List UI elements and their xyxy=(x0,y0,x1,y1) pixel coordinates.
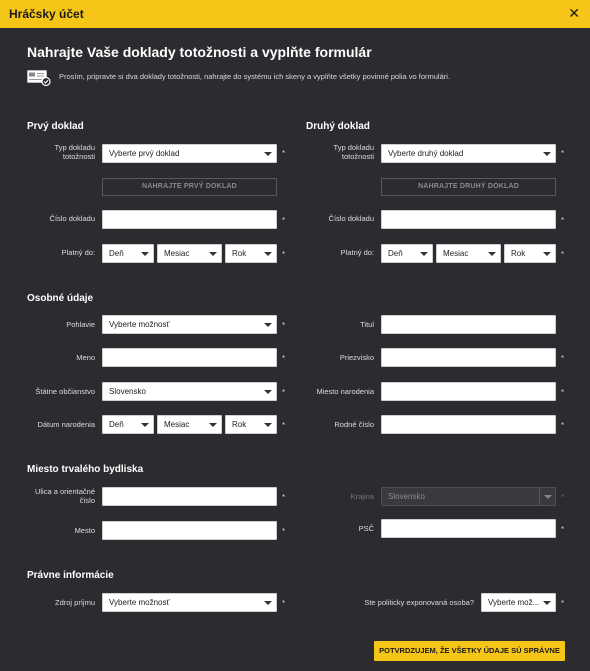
second-doc-number-label: Číslo dokladu xyxy=(328,214,374,223)
required-mark: * xyxy=(282,250,286,259)
required-mark: * xyxy=(561,216,565,225)
citizenship-select[interactable]: Slovensko xyxy=(102,382,277,401)
section-personal-data: Osobné údaje xyxy=(27,293,94,304)
title-input[interactable] xyxy=(381,315,556,334)
name-label: Meno xyxy=(76,353,95,362)
surname-label: Priezvisko xyxy=(339,353,374,362)
birthdate-label: Dátum narodenia xyxy=(37,420,95,429)
chevron-down-icon xyxy=(260,316,276,333)
birthplace-label: Miesto narodenia xyxy=(316,387,374,396)
chevron-down-icon xyxy=(137,416,153,433)
section-residence: Miesto trvalého bydliska xyxy=(27,464,144,475)
required-mark: * xyxy=(561,149,565,158)
required-mark: * xyxy=(561,388,565,397)
name-input[interactable] xyxy=(102,348,277,367)
zip-input[interactable] xyxy=(381,519,556,538)
surname-input[interactable] xyxy=(381,348,556,367)
birthdate-month-select[interactable]: Mesiac xyxy=(157,415,222,434)
window-title: Hráčsky účet xyxy=(9,7,84,21)
chevron-down-icon xyxy=(539,594,555,611)
first-doc-valid-day-select[interactable]: Deň xyxy=(102,244,154,263)
required-mark: * xyxy=(561,354,565,363)
required-mark: * xyxy=(561,493,565,502)
required-mark: * xyxy=(561,421,565,430)
pep-label: Ste politicky exponovaná osoba? xyxy=(364,598,474,607)
section-legal-info: Právne informácie xyxy=(27,570,114,581)
chevron-down-icon xyxy=(539,145,555,162)
income-label: Zdroj príjmu xyxy=(54,598,95,607)
required-mark: * xyxy=(282,216,286,225)
second-doc-valid-label: Platný do: xyxy=(340,248,374,257)
chevron-down-icon xyxy=(539,488,555,505)
first-doc-number-input[interactable] xyxy=(102,210,277,229)
required-mark: * xyxy=(282,527,286,536)
second-doc-valid-year-select[interactable]: Rok xyxy=(504,244,556,263)
title-label: Titul xyxy=(360,320,374,329)
chevron-down-icon xyxy=(205,245,221,262)
first-doc-type-label: Typ dokladu totožnosti xyxy=(54,143,95,161)
first-doc-valid-month-select[interactable]: Mesiac xyxy=(157,244,222,263)
chevron-down-icon xyxy=(260,245,276,262)
country-label: Krajina xyxy=(350,492,374,501)
chevron-down-icon xyxy=(260,594,276,611)
info-text: Prosím, pripravte si dva doklady totožnosti, nahrajte do systému ich skeny a vyplňte všetky povinné polia vo formulári. xyxy=(59,72,451,81)
id-card-icon xyxy=(27,70,51,86)
confirm-button[interactable]: POTVRDZUJEM, ŽE VŠETKY ÚDAJE SÚ SPRÁVNE xyxy=(374,641,565,661)
zip-label: PSČ xyxy=(358,524,374,533)
birthdate-day-select[interactable]: Deň xyxy=(102,415,154,434)
street-input[interactable] xyxy=(102,487,277,506)
country-select: Slovensko xyxy=(381,487,556,506)
required-mark: * xyxy=(282,321,286,330)
section-first-document: Prvý doklad xyxy=(27,121,84,132)
chevron-down-icon xyxy=(484,245,500,262)
city-input[interactable] xyxy=(102,521,277,540)
first-doc-type-select[interactable]: Vyberte prvý doklad xyxy=(102,144,277,163)
required-mark: * xyxy=(282,354,286,363)
page-title: Nahrajte Vaše doklady totožnosti a vyplňte formulár xyxy=(27,44,372,60)
required-mark: * xyxy=(282,388,286,397)
birthplace-input[interactable] xyxy=(381,382,556,401)
chevron-down-icon xyxy=(260,383,276,400)
window-titlebar xyxy=(0,0,590,28)
required-mark: * xyxy=(282,149,286,158)
section-second-document: Druhý doklad xyxy=(306,121,370,132)
upload-first-document-button[interactable]: NAHRAJTE PRVÝ DOKLAD xyxy=(102,178,277,196)
first-doc-valid-year-select[interactable]: Rok xyxy=(225,244,277,263)
required-mark: * xyxy=(282,493,286,502)
required-mark: * xyxy=(282,599,286,608)
second-doc-valid-month-select[interactable]: Mesiac xyxy=(436,244,501,263)
first-doc-valid-label: Platný do: xyxy=(61,248,95,257)
first-doc-number-label: Číslo dokladu xyxy=(49,214,95,223)
second-doc-valid-day-select[interactable]: Deň xyxy=(381,244,433,263)
birthnumber-input[interactable] xyxy=(381,415,556,434)
required-mark: * xyxy=(561,525,565,534)
birthdate-year-select[interactable]: Rok xyxy=(225,415,277,434)
chevron-down-icon xyxy=(260,416,276,433)
city-label: Mesto xyxy=(74,526,95,535)
chevron-down-icon xyxy=(205,416,221,433)
gender-label: Pohlavie xyxy=(66,320,95,329)
chevron-down-icon xyxy=(260,145,276,162)
chevron-down-icon xyxy=(137,245,153,262)
pep-select[interactable]: Vyberte mož... xyxy=(481,593,556,612)
birthnumber-label: Rodné číslo xyxy=(334,420,374,429)
citizenship-label: Štátne občianstvo xyxy=(35,387,95,396)
required-mark: * xyxy=(282,421,286,430)
income-source-select[interactable]: Vyberte možnosť xyxy=(102,593,277,612)
upload-second-document-button[interactable]: NAHRAJTE DRUHÝ DOKLAD xyxy=(381,178,556,196)
chevron-down-icon xyxy=(539,245,555,262)
required-mark: * xyxy=(561,250,565,259)
second-doc-type-select[interactable]: Vyberte druhý doklad xyxy=(381,144,556,163)
second-doc-number-input[interactable] xyxy=(381,210,556,229)
close-icon[interactable]: ✕ xyxy=(568,5,580,21)
chevron-down-icon xyxy=(416,245,432,262)
gender-select[interactable]: Vyberte možnosť xyxy=(102,315,277,334)
street-label: Ulica a orientačné číslo xyxy=(34,487,95,505)
second-doc-type-label: Typ dokladu totožnosti xyxy=(333,143,374,161)
required-mark: * xyxy=(561,599,565,608)
